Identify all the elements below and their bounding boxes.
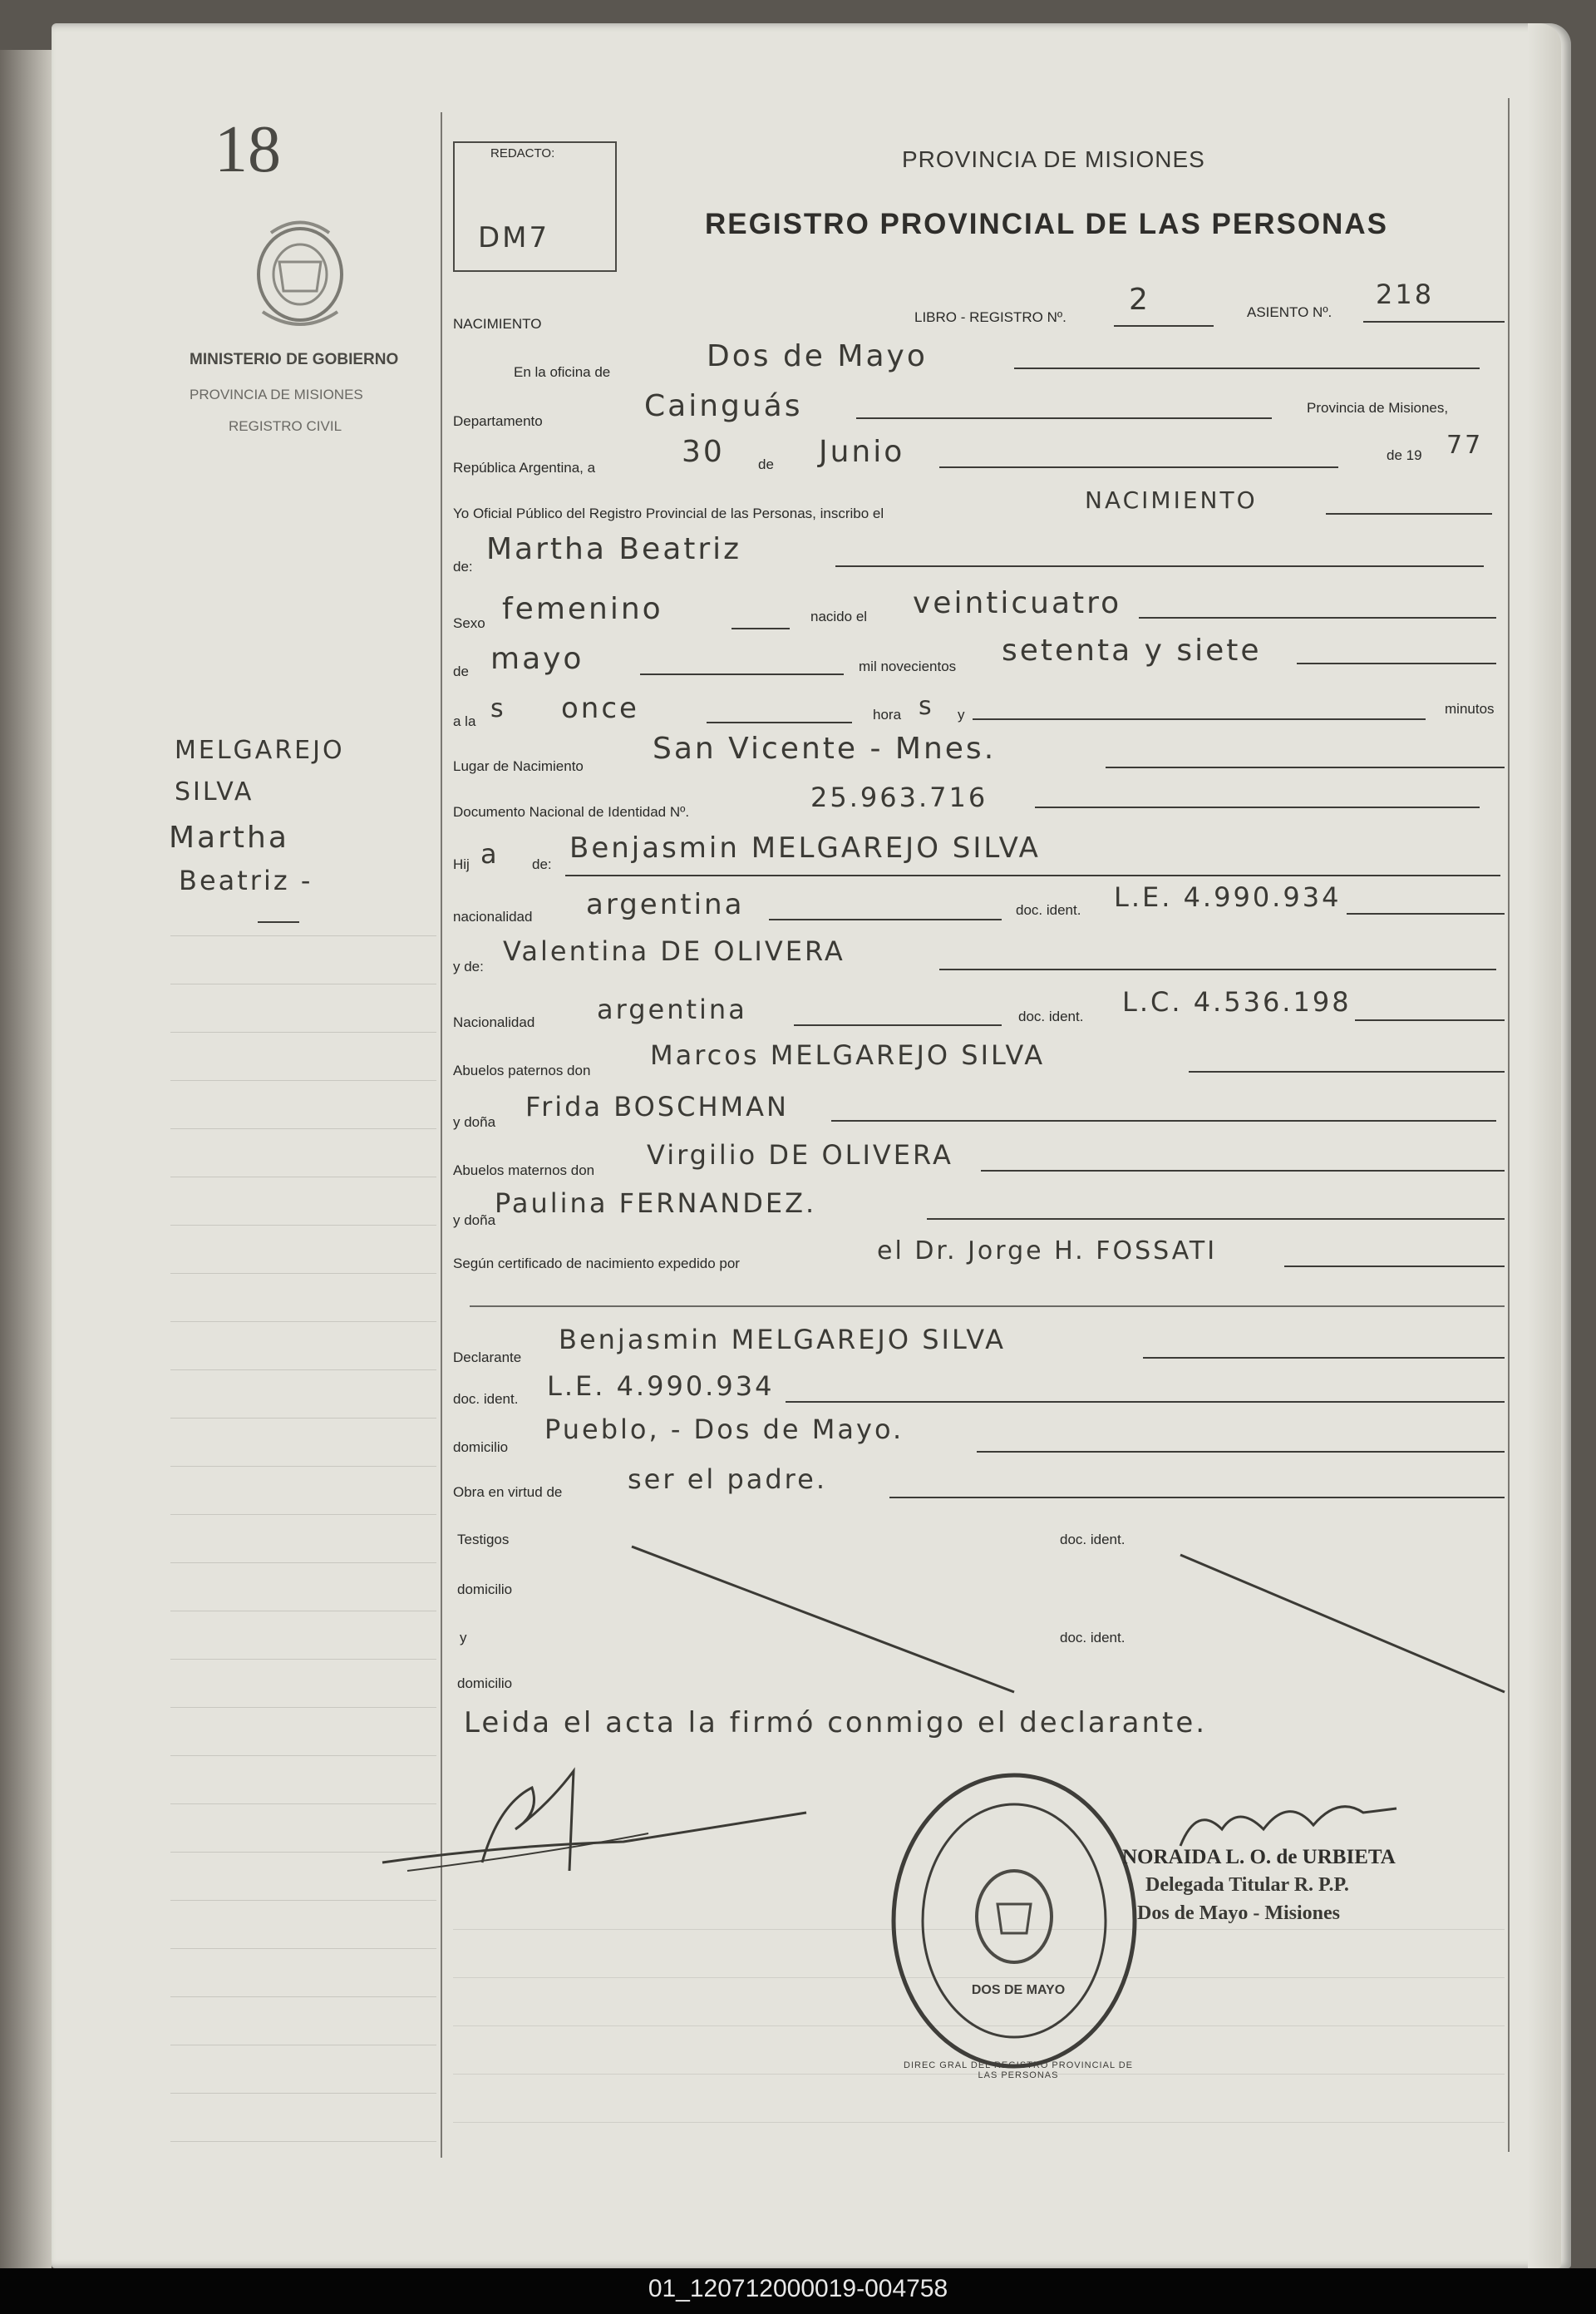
yde-label: y de: xyxy=(453,959,484,974)
madre-underline xyxy=(939,969,1496,970)
sexo-value: femenino xyxy=(502,592,663,626)
page-number: 18 xyxy=(214,113,281,186)
official-name: NORAIDA L. O. de URBIETA xyxy=(1122,1846,1396,1868)
nacimiento-label: NACIMIENTO xyxy=(453,316,542,332)
ydona2-value: Paulina FERNANDEZ. xyxy=(495,1187,817,1219)
de-name-label: de: xyxy=(453,559,473,575)
margin-ruled-line xyxy=(170,1369,436,1370)
oficina-label: En la oficina de xyxy=(514,364,611,380)
departamento-underline xyxy=(856,417,1272,419)
mil-underline xyxy=(1297,663,1496,664)
date-underline xyxy=(939,466,1338,468)
book-spine xyxy=(0,50,52,2295)
sexo-underline xyxy=(732,628,790,629)
asiento-underline xyxy=(1363,321,1505,323)
nacionalidad2-underline xyxy=(794,1024,1002,1026)
docident4-label: doc. ident. xyxy=(1060,1532,1126,1547)
mes-value: mayo xyxy=(490,642,584,676)
stamp-inner-text: DOS DE MAYO xyxy=(971,1983,1066,1997)
certificado-underline xyxy=(1284,1266,1505,1267)
y2-label: y xyxy=(460,1630,467,1645)
ydona1-value: Frida BOSCHMAN xyxy=(525,1091,789,1122)
declarante-underline xyxy=(1143,1357,1505,1359)
lugar-label: Lugar de Nacimiento xyxy=(453,758,584,774)
oficial-underline xyxy=(1326,513,1492,515)
docident2-underline xyxy=(1355,1019,1505,1021)
ydona2-underline xyxy=(927,1218,1505,1220)
obra-label: Obra en virtud de xyxy=(453,1484,563,1500)
domicilio-value: Pueblo, - Dos de Mayo. xyxy=(544,1414,904,1445)
docident3-label: doc. ident. xyxy=(453,1391,519,1407)
libro-underline xyxy=(1114,325,1214,327)
docident1-value: L.E. 4.990.934 xyxy=(1114,881,1342,913)
month-value: Junio xyxy=(819,435,905,469)
year-value: 77 xyxy=(1446,431,1484,460)
de-label: de xyxy=(758,456,774,472)
certificado-label: Según certificado de nacimiento expedido por xyxy=(453,1256,740,1271)
nacionalidad1-label: nacionalidad xyxy=(453,909,533,925)
nacionalidad2-label: Nacionalidad xyxy=(453,1014,535,1030)
redacto-label: REDACTO: xyxy=(490,146,555,160)
hora-underline xyxy=(707,722,852,723)
coat-of-arms-icon xyxy=(246,212,354,337)
declarant-signature-icon xyxy=(374,1754,840,1887)
hij-suffix: a xyxy=(480,838,500,870)
margin-ruled-line xyxy=(170,1900,436,1901)
abpat-label: Abuelos paternos don xyxy=(453,1063,591,1078)
docident1-underline xyxy=(1347,913,1505,915)
departamento-value: Cainguás xyxy=(644,389,803,423)
year-label: de 19 xyxy=(1387,447,1422,463)
margin-ruled-line xyxy=(170,1466,436,1467)
declarante-value: Benjasmin MELGAREJO SILVA xyxy=(559,1324,1006,1355)
hora-value: once xyxy=(561,692,639,725)
margin-ruled-line xyxy=(170,2141,436,2142)
registry-title: REGISTRO PROVINCIAL DE LAS PERSONAS xyxy=(705,208,1388,240)
docident3-value: L.E. 4.990.934 xyxy=(547,1370,775,1402)
padre-value: Benjasmin MELGAREJO SILVA xyxy=(569,831,1041,865)
docident2-label: doc. ident. xyxy=(1018,1009,1084,1024)
oficial-label: Yo Oficial Público del Registro Provincial de las Personas, inscribo el xyxy=(453,506,884,521)
witness-strikeout xyxy=(615,1538,1513,1705)
hora-suffix: s xyxy=(919,692,934,721)
margin-ruled-line xyxy=(170,1032,436,1033)
nacionalidad2-value: argentina xyxy=(597,994,747,1025)
margin-ruled-line xyxy=(170,1225,436,1226)
madre-value: Valentina DE OLIVERA xyxy=(503,935,845,967)
dni-underline xyxy=(1035,807,1480,808)
padre-underline xyxy=(565,875,1500,876)
nacionalidad1-underline xyxy=(769,919,1002,920)
province-heading: PROVINCIA DE MISIONES xyxy=(902,146,1205,172)
sexo-label: Sexo xyxy=(453,615,485,631)
day-value: 30 xyxy=(682,435,725,469)
registry-line: REGISTRO CIVIL xyxy=(229,418,342,434)
domicilio3-label: domicilio xyxy=(457,1675,513,1691)
abmat-label: Abuelos maternos don xyxy=(453,1162,595,1178)
margin-note-line-1: MELGAREJO xyxy=(175,736,345,765)
margin-ruled-line xyxy=(170,1707,436,1708)
ydona1-label: y doña xyxy=(453,1114,496,1130)
margin-note-underline xyxy=(258,921,299,923)
minutos-label: minutos xyxy=(1445,701,1495,717)
lugar-value: San Vicente - Mnes. xyxy=(653,732,997,766)
provincia-label: Provincia de Misiones, xyxy=(1307,400,1449,416)
oficina-underline xyxy=(1014,368,1480,369)
official-place: Dos de Mayo - Misiones xyxy=(1137,1902,1340,1924)
stamp-outer-text: DIREC GRAL DEL REGISTRO PROVINCIAL DE LAS PERSONAS xyxy=(904,2060,1133,2080)
margin-note-line-3: Martha xyxy=(169,821,289,855)
oficial-value: NACIMIENTO xyxy=(1085,486,1258,514)
oficina-value: Dos de Mayo xyxy=(707,339,928,373)
mes-underline xyxy=(640,673,844,675)
margin-ruled-line xyxy=(170,1562,436,1563)
margin-ruled-line xyxy=(170,1080,436,1081)
alas-suffix: s xyxy=(490,694,506,723)
asiento-label: ASIENTO Nº. xyxy=(1247,304,1332,320)
libro-value: 2 xyxy=(1129,283,1150,317)
margin-ruled-line xyxy=(170,1659,436,1660)
ydona2-label: y doña xyxy=(453,1212,496,1228)
abpat-underline xyxy=(1189,1071,1505,1073)
official-role: Delegada Titular R. P.P. xyxy=(1145,1874,1349,1896)
hora-label: hora xyxy=(873,707,902,723)
hij-label: Hij xyxy=(453,856,470,872)
margin-ruled-line xyxy=(170,935,436,936)
domicilio2-label: domicilio xyxy=(457,1581,513,1597)
nacido-value: veinticuatro xyxy=(913,586,1122,620)
closing-statement: Leida el acta la firmó conmigo el declarante. xyxy=(464,1706,1208,1739)
dni-value: 25.963.716 xyxy=(810,782,988,813)
footer-id: 01_120712000019-004758 xyxy=(648,2275,948,2302)
republica-label: República Argentina, a xyxy=(453,460,596,476)
mil-value: setenta y siete xyxy=(1002,634,1262,668)
nacido-underline xyxy=(1139,617,1496,619)
name-underline xyxy=(835,565,1484,567)
margin-note-line-4: Beatriz - xyxy=(179,865,313,896)
redacto-value: DM7 xyxy=(478,221,550,254)
name-value: Martha Beatriz xyxy=(486,532,742,566)
de-mes-label: de xyxy=(453,664,469,679)
margin-ruled-line xyxy=(170,1273,436,1274)
domicilio-label: domicilio xyxy=(453,1439,509,1455)
official-round-stamp-icon xyxy=(881,1763,1147,2079)
testigos-label: Testigos xyxy=(457,1532,510,1547)
margin-note-line-2: SILVA xyxy=(175,777,254,807)
docident5-label: doc. ident. xyxy=(1060,1630,1126,1645)
margin-ruled-line xyxy=(170,1321,436,1322)
domicilio-underline xyxy=(977,1451,1505,1453)
abmat-underline xyxy=(981,1170,1505,1172)
hij-de-label: de: xyxy=(532,856,552,872)
abpat-value: Marcos MELGAREJO SILVA xyxy=(650,1039,1046,1071)
abmat-value: Virgilio DE OLIVERA xyxy=(647,1139,953,1171)
alas-label: a la xyxy=(453,713,476,729)
margin-ruled-line xyxy=(170,1514,436,1515)
asiento-value: 218 xyxy=(1376,279,1435,310)
libro-label: LIBRO - REGISTRO Nº. xyxy=(914,309,1066,325)
margin-ruled-line xyxy=(170,1996,436,1997)
right-margin-rule xyxy=(1508,98,1510,2152)
nacionalidad1-value: argentina xyxy=(586,888,745,921)
mil-label: mil novecientos xyxy=(859,659,957,674)
obra-value: ser el padre. xyxy=(628,1463,827,1495)
ministry-line: MINISTERIO DE GOBIERNO xyxy=(190,351,399,368)
margin-ruled-line xyxy=(170,2093,436,2094)
minutes-underline xyxy=(973,718,1426,720)
form-ruled-line xyxy=(453,2122,1505,2123)
docident3-underline xyxy=(786,1401,1505,1403)
nacido-label: nacido el xyxy=(810,609,868,624)
docident2-value: L.C. 4.536.198 xyxy=(1122,986,1352,1018)
docident1-label: doc. ident. xyxy=(1016,902,1081,918)
certificado-underline-2 xyxy=(470,1305,1505,1307)
ydona1-underline xyxy=(831,1120,1496,1122)
margin-ruled-line xyxy=(170,1128,436,1129)
province-line: PROVINCIA DE MISIONES xyxy=(190,387,363,402)
certificado-value: el Dr. Jorge H. FOSSATI xyxy=(877,1236,1218,1266)
page-edge xyxy=(1528,23,1561,2268)
declarante-label: Declarante xyxy=(453,1349,522,1365)
y-label: y xyxy=(958,707,965,723)
dni-label: Documento Nacional de Identidad Nº. xyxy=(453,804,690,820)
departamento-label: Departamento xyxy=(453,413,543,429)
obra-underline xyxy=(889,1497,1505,1498)
margin-ruled-line xyxy=(170,1948,436,1949)
lugar-underline xyxy=(1106,767,1505,768)
